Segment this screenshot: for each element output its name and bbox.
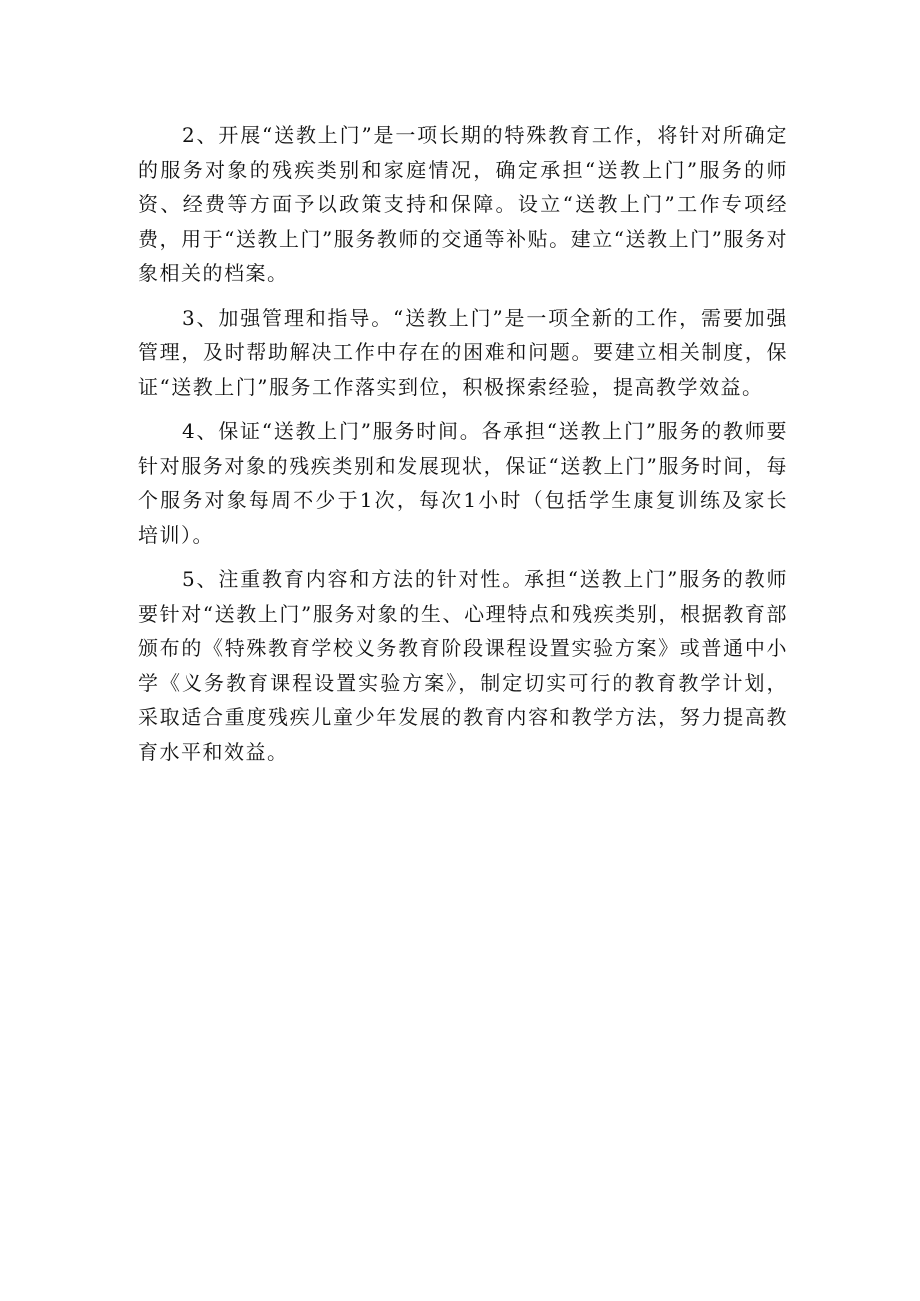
paragraph-item-3: 3、加强管理和指导。“送教上门”是一项全新的工作，需要加强管理，及时帮助解决工作中存在的困难和问题。要建立相关制度，保证“送教上门”服务工作落实到位，积极探索经验，提高教学效益。: [138, 305, 788, 399]
paragraph-item-2: 2、开展“送教上门”是一项长期的特殊教育工作，将针对所确定的服务对象的残疾类别和家庭情况，确定承担“送教上门”服务的师资、经费等方面予以政策支持和保障。设立“送教上门”工作专项经费，用于“送教上门”服务教师的交通等补贴。建立“送教上门”服务对象相关的档案。: [138, 123, 788, 285]
document-page: [138, 118, 788, 779]
paragraph-item-5: 5、注重教育内容和方法的针对性。承担“送教上门”服务的教师要针对“送教上门”服务对象的生、心理特点和残疾类别，根据教育部颁布的《特殊教育学校义务教育阶段课程设置实验方案》或普通中小学《义务教育课程设置实验方案》，制定切实可行的教育教学计划，采取适合重度残疾儿童少年发展的教育内容和教学方法，努力提高教育水平和效益。: [138, 567, 788, 764]
paragraph-item-4: 4、保证“送教上门”服务时间。各承担“送教上门”服务的教师要针对服务对象的残疾类别和发展现状，保证“送教上门”服务时间，每个服务对象每周不少于1次，每次1小时（包括学生康复训练及家长培训）。: [138, 419, 788, 547]
